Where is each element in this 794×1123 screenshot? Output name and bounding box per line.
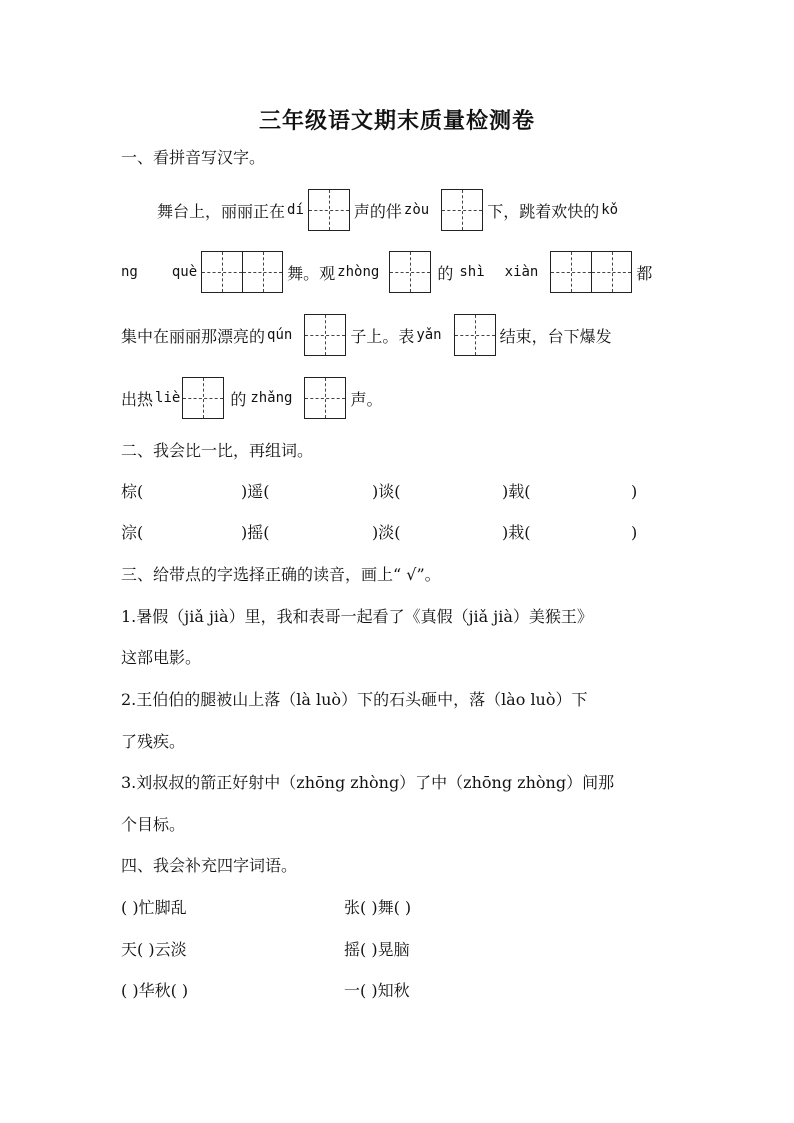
pinyin-line-1 — [157, 189, 618, 231]
compare-item: )遥( — [241, 482, 270, 501]
section-3-heading: 三、给带点的字选择正确的读音，画上“ √”。 — [121, 565, 441, 584]
compare-item: ) — [631, 482, 638, 501]
pinyin: yǎn — [416, 327, 442, 343]
question-2-line-2: 了残疾。 — [121, 732, 186, 751]
text-segment: 声。 — [350, 389, 383, 409]
pinyin: shì — [459, 264, 485, 280]
question-1-line-1: 1.暑假（jiǎ jià）里，我和表哥一起看了《真假（jiǎ jià）美猴王》 — [121, 607, 593, 626]
text-segment: 的 — [437, 263, 454, 283]
pinyin-line-3 — [121, 314, 612, 356]
writing-grid[interactable] — [201, 251, 283, 293]
compare-item: )栽( — [502, 523, 531, 542]
compare-item: 淙( — [121, 523, 144, 542]
question-3-line-2: 个目标。 — [121, 815, 186, 834]
pinyin: dí — [287, 202, 304, 218]
idiom-item: 一( )知秋 — [344, 981, 410, 1000]
compare-item: )摇( — [241, 523, 270, 542]
section-2-heading: 二、我会比一比，再组词。 — [121, 441, 314, 460]
pinyin: què — [171, 264, 198, 280]
writing-grid[interactable] — [389, 251, 431, 293]
idiom-item: 摇( )晃脑 — [344, 940, 410, 959]
pinyin: liè — [155, 390, 181, 406]
compare-item: ) — [631, 523, 638, 542]
page-title: 三年级语文期末质量检测卷 — [258, 108, 535, 134]
pinyin-line-4 — [121, 377, 383, 419]
pinyin: zhǎng — [250, 390, 293, 406]
pinyin: kǒ — [601, 202, 619, 218]
writing-grid[interactable] — [308, 189, 350, 231]
pinyin: zhòng — [337, 264, 380, 280]
text-segment: 都 — [636, 263, 653, 283]
text-segment: 的 — [230, 389, 247, 409]
idiom-item: 张( )舞( ) — [344, 898, 412, 917]
compare-item: )载( — [502, 482, 531, 501]
text-segment: 舞台上，丽丽正在 — [157, 201, 286, 221]
text-segment: 舞。观 — [287, 263, 336, 283]
writing-grid[interactable] — [304, 377, 346, 419]
text-segment: 结束，台下爆发 — [499, 326, 612, 346]
question-2-line-1: 2.王伯伯的腿被山上落（là luò）下的石头砸中，落（lào luò）下 — [121, 690, 588, 709]
idiom-item: 天( )云淡 — [121, 940, 187, 959]
compare-item: 棕( — [121, 482, 144, 501]
pinyin-line-2 — [121, 251, 652, 293]
idiom-item: ( )忙脚乱 — [121, 898, 187, 917]
question-3-line-1: 3.刘叔叔的箭正好射中（zhōng zhòng）了中（zhōng zhòng）间那 — [121, 773, 615, 792]
writing-grid[interactable] — [454, 314, 496, 356]
pinyin: xiàn — [504, 264, 539, 280]
section-1-heading: 一、看拼音写汉字。 — [121, 148, 266, 167]
idiom-item: ( )华秋( ) — [121, 981, 189, 1000]
text-segment: 声的伴 — [353, 201, 402, 221]
writing-grid[interactable] — [550, 251, 632, 293]
writing-grid[interactable] — [304, 314, 346, 356]
text-segment: 集中在丽丽那漂亮的 — [121, 326, 266, 346]
section-4-heading: 四、我会补充四字词语。 — [121, 856, 298, 875]
pinyin: ng — [121, 264, 138, 280]
compare-item: )谈( — [372, 482, 401, 501]
writing-grid[interactable] — [441, 189, 483, 231]
text-segment: 出热 — [121, 389, 154, 409]
text-segment: 下，跳着欢快的 — [487, 201, 600, 221]
pinyin: zòu — [403, 202, 430, 218]
text-segment: 子上。表 — [350, 326, 415, 346]
compare-item: )淡( — [372, 523, 401, 542]
writing-grid[interactable] — [182, 377, 224, 419]
question-1-line-2: 这部电影。 — [121, 648, 202, 667]
pinyin: qún — [267, 327, 293, 343]
